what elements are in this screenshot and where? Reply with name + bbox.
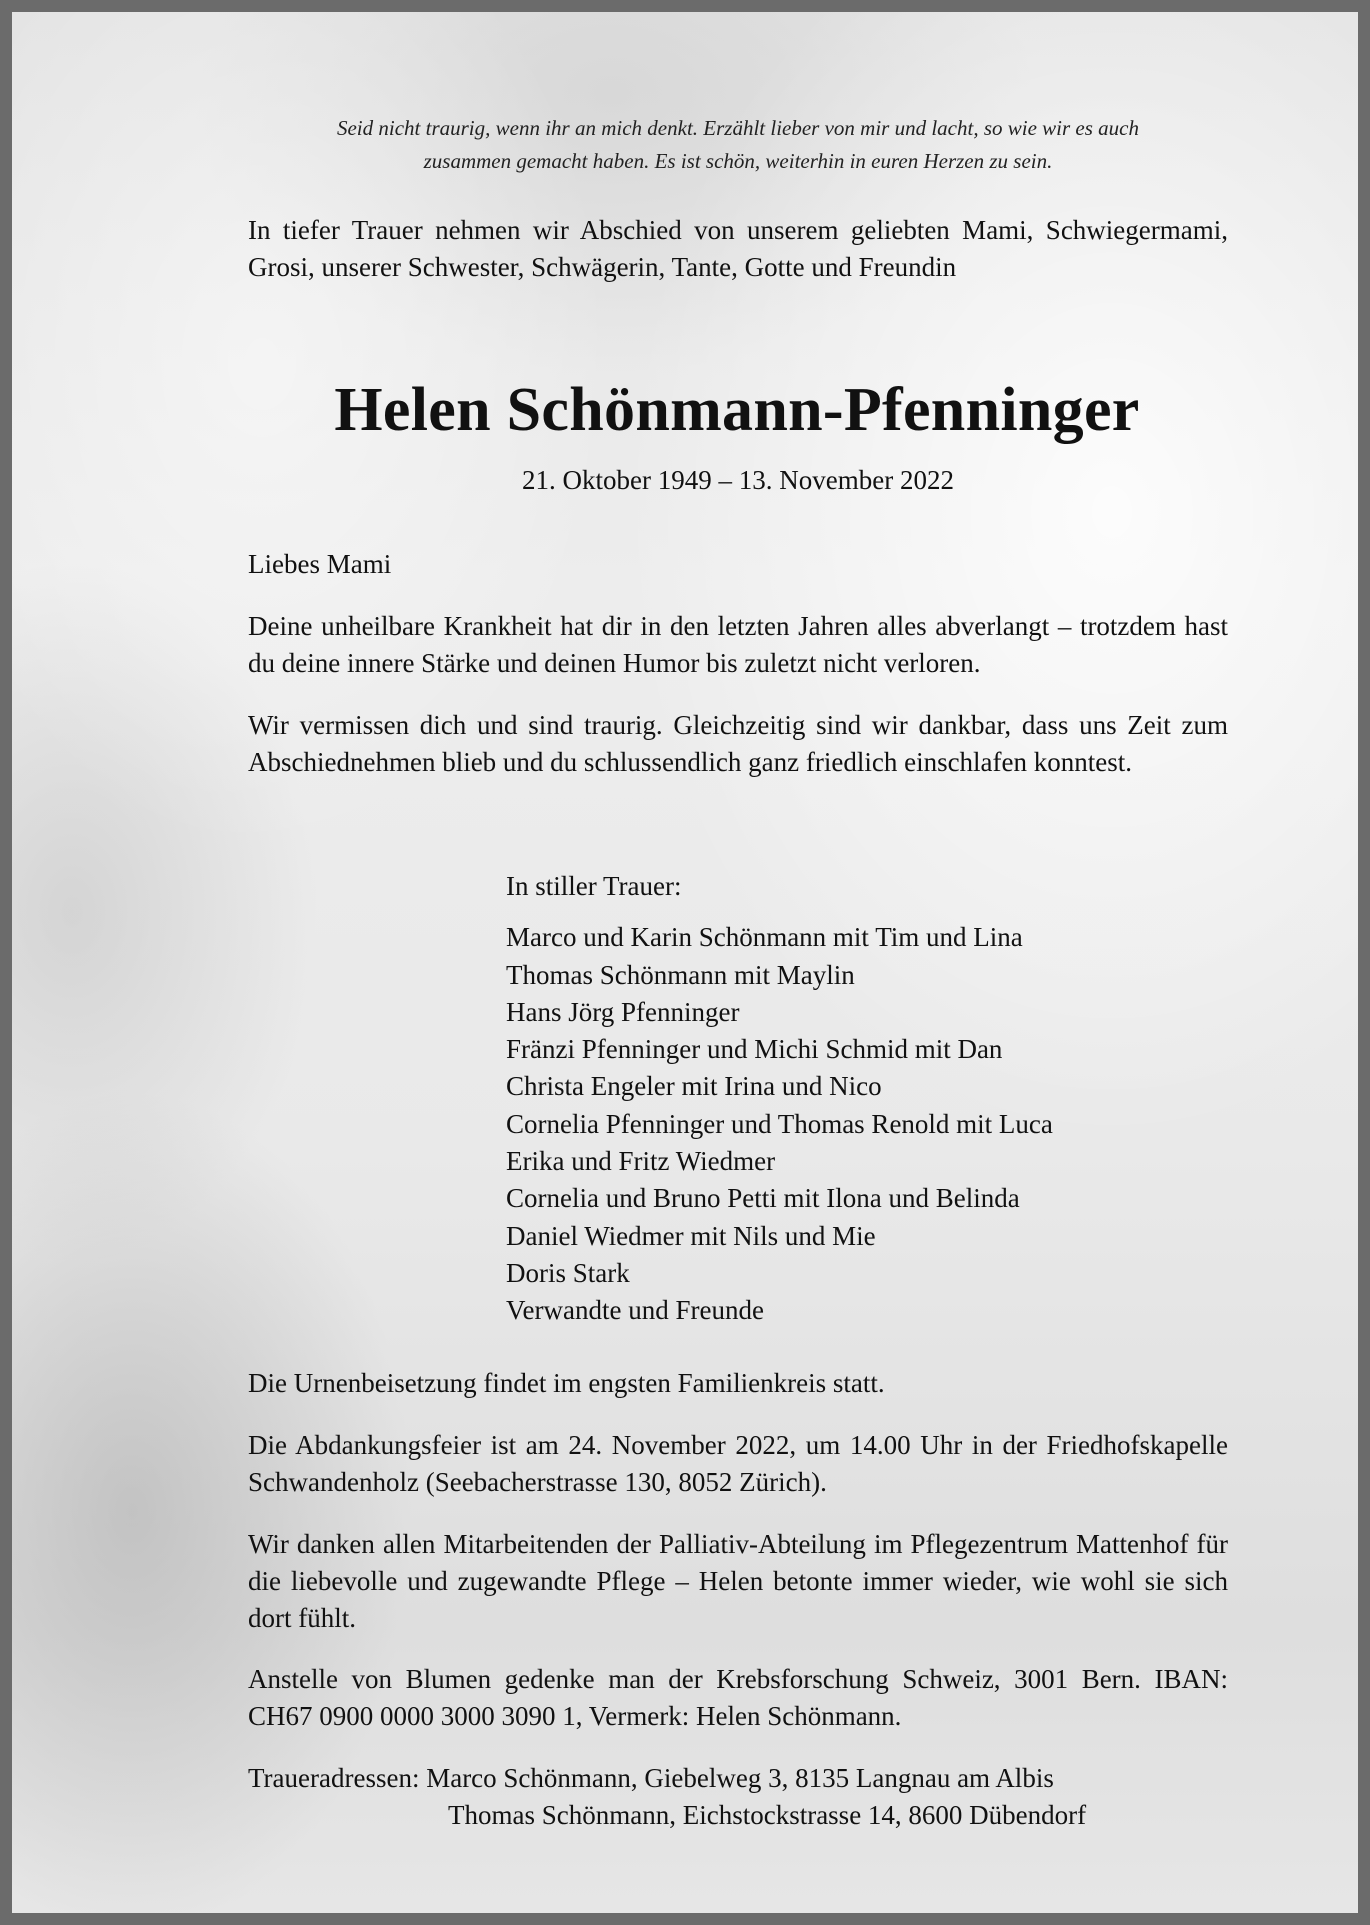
mourner-entry: Thomas Schönmann mit Maylin	[506, 959, 855, 990]
motto-line-2: zusammen gemacht haben. Es ist schön, weiterhin in euren Herzen zu sein.	[423, 149, 1053, 173]
mourner-entry: Verwandte und Freunde	[506, 1295, 764, 1326]
mourners-heading: In stiller Trauer:	[506, 871, 682, 901]
address-2: Thomas Schönmann, Eichstockstrasse 14, 8600 Dübendorf	[448, 1800, 1087, 1830]
condolence-addresses	[248, 1760, 1248, 1834]
thanks-notice: Wir danken allen Mitarbeitenden der Palliativ-Abteilung im Pflegezentrum Mattenhof für die liebevolle und zugewandte Pflege – Helen betonte immer wieder, wie wohl sie sich dort fühlt.	[248, 1529, 1228, 1633]
mourners-list	[506, 919, 1206, 1329]
motto-line-1: Seid nicht traurig, wenn ihr an mich denkt. Erzählt lieber von mir und lacht, so wie wir es auch	[336, 116, 1139, 140]
obituary-page	[12, 12, 1358, 1913]
life-dates: 21. Oktober 1949 – 13. November 2022	[522, 465, 954, 495]
mourner-entry: Marco und Karin Schönmann mit Tim und Lina	[506, 922, 1023, 953]
motto-quote	[248, 112, 1228, 178]
deceased-name: Helen Schönmann-Pfenninger	[334, 376, 1140, 444]
mourner-entry: Cornelia Pfenninger und Thomas Renold mit Luca	[506, 1108, 1053, 1139]
mourner-entry: Hans Jörg Pfenninger	[506, 996, 740, 1027]
mourner-entry: Fränzi Pfenninger und Michi Schmid mit Dan	[506, 1034, 1003, 1065]
letter-paragraph-1: Deine unheilbare Krankheit hat dir in den letzten Jahren alles abverlangt – trotzdem hast du deine innere Stärke und deinen Humor bis zuletzt nicht verloren.	[248, 611, 1228, 678]
addresses-label: Traueradressen:	[248, 1763, 420, 1793]
mourner-entry: Daniel Wiedmer mit Nils und Mie	[506, 1220, 876, 1251]
mourner-entry: Christa Engeler mit Irina und Nico	[506, 1071, 882, 1102]
address-1: Marco Schönmann, Giebelweg 3, 8135 Langnau am Albis	[426, 1763, 1054, 1793]
urn-burial-notice: Die Urnenbeisetzung findet im engsten Familienkreis statt.	[248, 1368, 885, 1398]
ceremony-notice: Die Abdankungsfeier ist am 24. November 2022, um 14.00 Uhr in der Friedhofskapelle Schwandenholz (Seebacherstrasse 130, 8052 Zürich).	[248, 1430, 1228, 1497]
letter-paragraph-2: Wir vermissen dich und sind traurig. Gleichzeitig sind wir dankbar, dass uns Zeit zum Abschiednehmen blieb und du schlussendlich ganz friedlich einschlafen konntest.	[248, 710, 1228, 777]
mourner-entry: Erika und Fritz Wiedmer	[506, 1146, 776, 1177]
mourners-section	[506, 868, 1206, 1330]
mourner-entry: Doris Stark	[506, 1257, 630, 1288]
letter-greeting: Liebes Mami	[248, 549, 392, 579]
donation-notice: Anstelle von Blumen gedenke man der Krebsforschung Schweiz, 3001 Bern. IBAN: CH67 0900 0000 3000 3090 1, Vermerk: Helen Schönmann.	[248, 1664, 1228, 1731]
mourner-entry: Cornelia und Bruno Petti mit Ilona und Belinda	[506, 1183, 1020, 1214]
intro-paragraph: In tiefer Trauer nehmen wir Abschied von unserem geliebten Mami, Schwiegermami, Grosi, unserer Schwester, Schwägerin, Tante, Gotte und Freundin	[248, 215, 1228, 282]
